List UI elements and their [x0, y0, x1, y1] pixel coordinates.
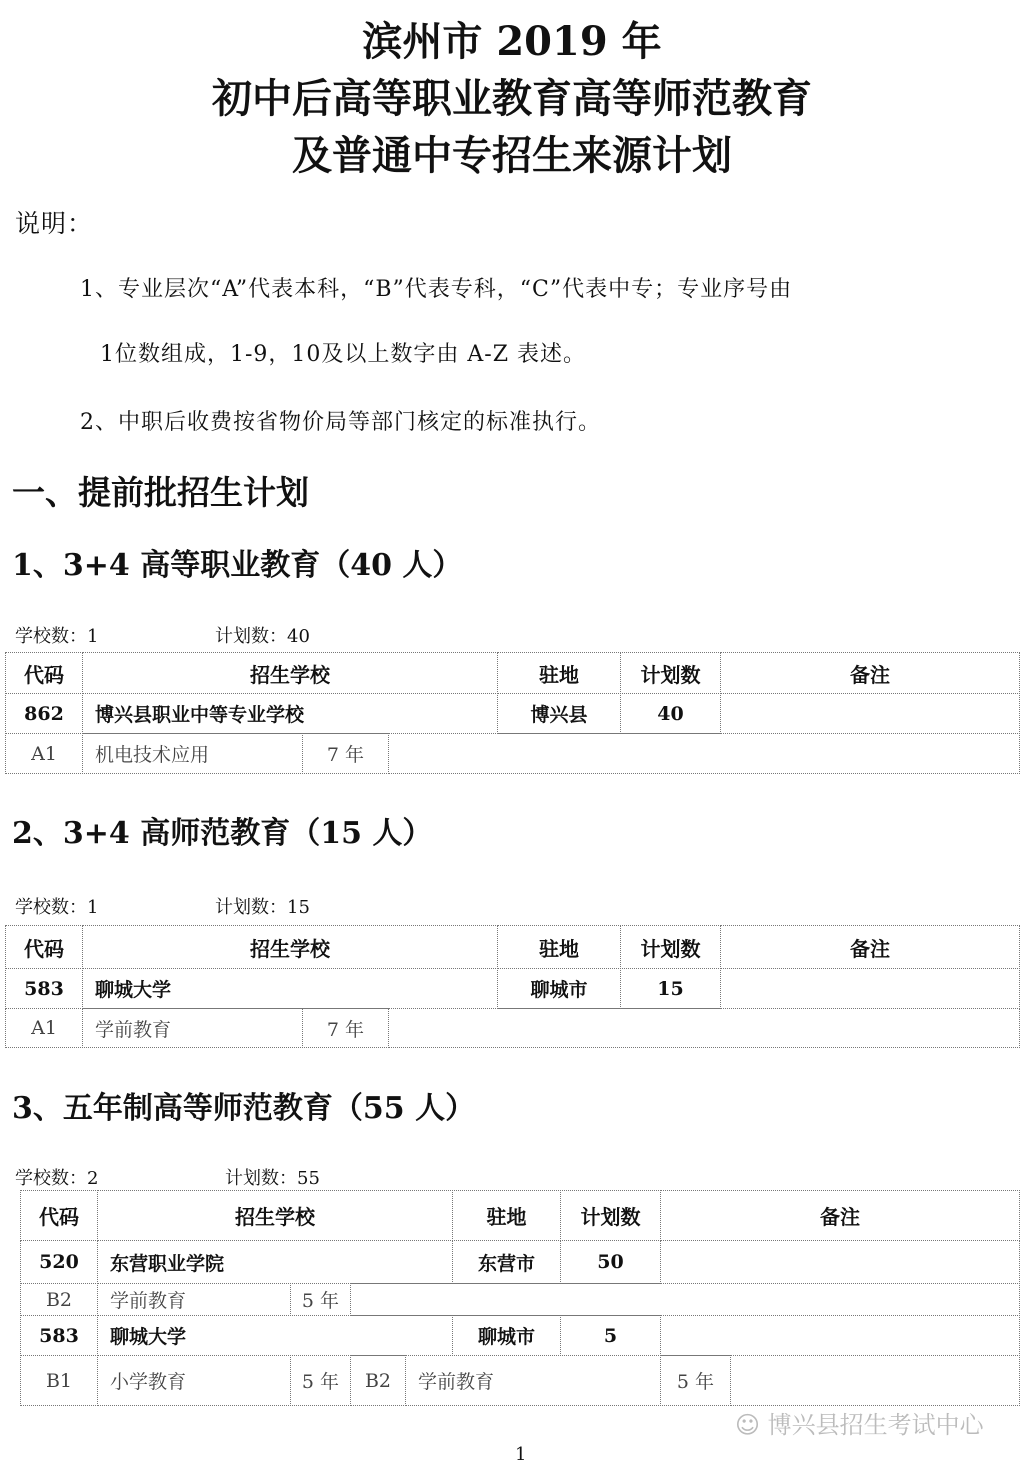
- major-name: 学前教育: [405, 1355, 661, 1406]
- title-line-3: 及普通中专招生来源计划: [292, 132, 732, 179]
- part2-plan-count: 计划数：15: [215, 897, 310, 918]
- header-school: 招生学校: [82, 652, 498, 694]
- major-years: 7 年: [302, 733, 389, 774]
- header-plan: 计划数: [620, 925, 721, 969]
- header-remark: 备注: [720, 925, 1020, 969]
- part1-heading: 1、3+4 高等职业教育（40 人）: [12, 548, 463, 583]
- part1-school-count: 学校数：1: [15, 626, 99, 647]
- title-line-2: 初中后高等职业教育高等师范教育: [212, 75, 812, 122]
- page-number: 1: [515, 1444, 527, 1465]
- major-name: 小学教育: [97, 1355, 291, 1406]
- major-code: A1: [5, 733, 83, 774]
- empty-cell: [350, 1283, 1020, 1316]
- major-years: 5 年: [290, 1355, 351, 1406]
- school-location: 东营市: [452, 1240, 561, 1284]
- part1-plan-count: 计划数：40: [215, 626, 310, 647]
- header-remark: 备注: [660, 1190, 1020, 1241]
- major-code: A1: [5, 1008, 83, 1048]
- school-remark: [720, 693, 1020, 734]
- school-name: 博兴县职业中等专业学校: [82, 693, 498, 734]
- notes-label: 说明：: [15, 209, 94, 238]
- note-2: 2、中职后收费按省物价局等部门核定的标准执行。: [80, 410, 601, 435]
- header-code: 代码: [5, 652, 83, 694]
- school-code: 583: [5, 968, 83, 1009]
- school-plan: 40: [620, 693, 721, 734]
- header-location: 驻地: [452, 1190, 561, 1241]
- school-location: 博兴县: [497, 693, 621, 734]
- section-heading: 一、提前批招生计划: [12, 473, 309, 512]
- part3-heading: 3、五年制高等师范教育（55 人）: [12, 1091, 476, 1126]
- wechat-icon: ☺: [735, 1411, 761, 1439]
- school-plan: 5: [560, 1315, 661, 1356]
- school-code: 520: [20, 1240, 98, 1284]
- school-plan: 50: [560, 1240, 661, 1284]
- part3-school-count: 学校数：2: [15, 1168, 99, 1189]
- major-name: 机电技术应用: [82, 733, 303, 774]
- major-code: B2: [350, 1355, 406, 1406]
- header-school: 招生学校: [97, 1190, 453, 1241]
- header-code: 代码: [5, 925, 83, 969]
- school-remark: [720, 968, 1020, 1009]
- part3-plan-count: 计划数：55: [225, 1168, 320, 1189]
- major-years: 5 年: [290, 1283, 351, 1316]
- header-plan: 计划数: [560, 1190, 661, 1241]
- empty-cell: [388, 733, 1020, 774]
- part2-school-count: 学校数：1: [15, 897, 99, 918]
- school-remark: [660, 1315, 1020, 1356]
- watermark-text: 博兴县招生考试中心: [767, 1411, 984, 1439]
- note-1b: 1位数组成，1-9，10及以上数字由 A-Z 表述。: [100, 342, 587, 367]
- school-code: 583: [20, 1315, 98, 1356]
- title-line-1: 滨州市 2019 年: [362, 18, 662, 65]
- major-name: 学前教育: [97, 1283, 291, 1316]
- header-code: 代码: [20, 1190, 98, 1241]
- empty-cell: [730, 1355, 1020, 1406]
- header-remark: 备注: [720, 652, 1020, 694]
- note-1a: 1、专业层次“A”代表本科，“B”代表专科，“C”代表中专；专业序号由: [80, 277, 793, 302]
- school-code: 862: [5, 693, 83, 734]
- major-years: 7 年: [302, 1008, 389, 1048]
- header-location: 驻地: [497, 925, 621, 969]
- major-code: B1: [20, 1355, 98, 1406]
- header-plan: 计划数: [620, 652, 721, 694]
- header-school: 招生学校: [82, 925, 498, 969]
- school-name: 东营职业学院: [97, 1240, 453, 1284]
- school-plan: 15: [620, 968, 721, 1009]
- major-code: B2: [20, 1283, 98, 1316]
- school-location: 聊城市: [452, 1315, 561, 1356]
- header-location: 驻地: [497, 652, 621, 694]
- school-name: 聊城大学: [82, 968, 498, 1009]
- part2-heading: 2、3+4 高师范教育（15 人）: [12, 816, 433, 851]
- empty-cell: [388, 1008, 1020, 1048]
- school-name: 聊城大学: [97, 1315, 453, 1356]
- major-years: 5 年: [660, 1355, 731, 1406]
- school-location: 聊城市: [497, 968, 621, 1009]
- watermark: [735, 1405, 984, 1440]
- school-remark: [660, 1240, 1020, 1284]
- major-name: 学前教育: [82, 1008, 303, 1048]
